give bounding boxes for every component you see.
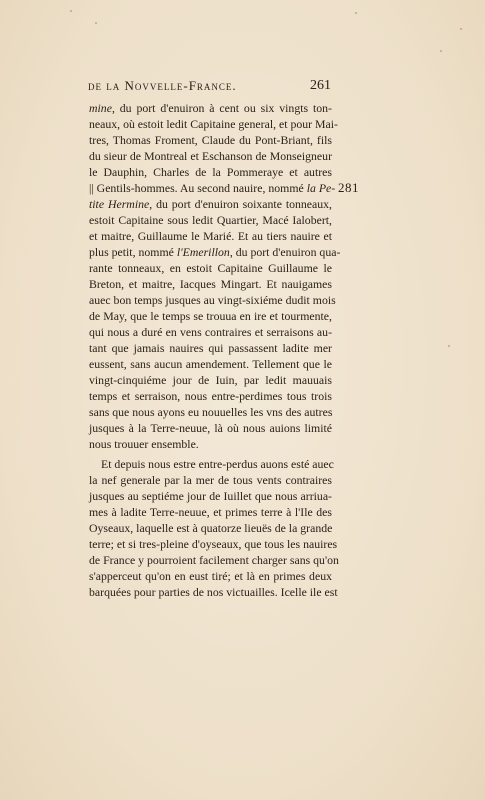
text-run: Oyseaux, laquelle est à quatorze lieuës de la grande <box>89 521 333 535</box>
text-run: plus petit, nommé <box>89 245 177 259</box>
text-run: auec bon temps jusques au vingt-sixiéme dudit mois <box>89 293 336 307</box>
text-run: qui nous a duré en vens contraires et serraisons au- <box>89 325 332 339</box>
text-run: , du port d'enuiron qua- <box>229 245 341 259</box>
text-run: de May, que le temps se trouua en ire et tourmente, <box>89 309 332 323</box>
text-run: nous trouuer ensemble. <box>89 437 199 451</box>
text-run: terre; et si tres-pleine d'oyseaux, que tous les nauires <box>89 537 338 551</box>
text-line <box>89 196 332 212</box>
text-run: temps et serraison, nous entre-perdimes tous trois <box>89 389 332 403</box>
text-line <box>89 584 338 600</box>
text-line <box>89 356 332 372</box>
text-line <box>89 420 332 436</box>
body-text <box>89 100 341 600</box>
text-run: vingt-cinquiéme jour de Iuin, par ledit mauuais <box>89 373 332 387</box>
text-run: eussent, sans aucun amendement. Tellement que le <box>89 357 332 371</box>
text-line <box>89 504 332 520</box>
text-run: rante tonneaux, en estoit Capitaine Guillaume le <box>89 261 332 275</box>
text-line <box>89 164 332 180</box>
text-run: de France y pourroient facilement charger sans qu'on <box>89 553 339 567</box>
text-run: neaux, où estoit ledit Capitaine general, et pour Mai- <box>89 117 338 131</box>
text-run: , du port d'enuiron soixante tonneaux, <box>149 197 333 211</box>
text-run: s'apperceut qu'on en eust tiré; et là en primes deux <box>89 569 332 583</box>
text-line <box>89 404 332 420</box>
text-line <box>89 520 332 536</box>
text-line <box>89 388 332 404</box>
text-line <box>89 292 336 308</box>
text-line <box>89 456 332 472</box>
text-line <box>89 340 332 356</box>
text-run: et maitre, Guillaume le Marié. Et au tiers nauire et <box>89 229 332 243</box>
text-run: || Gentils-hommes. Au second nauire, nommé <box>89 181 307 195</box>
text-line <box>89 260 332 276</box>
text-line <box>89 148 332 164</box>
text-run: la nef generale par la mer de tous vents contraires <box>89 473 332 487</box>
italic-text: la Pe- <box>306 181 336 195</box>
text-line <box>89 536 338 552</box>
text-run: Et depuis nous estre entre-perdus auons esté auec <box>101 457 334 471</box>
italic-text: l'Emerillon <box>176 245 230 259</box>
text-line <box>89 324 332 340</box>
text-run: tant que jamais nauires qui passassent ladite mer <box>89 341 332 355</box>
text-run: estoit Capitaine sous ledit Quartier, Macé Ialobert, <box>89 213 332 227</box>
italic-text: tite Hermine <box>89 197 150 211</box>
text-line <box>89 116 338 132</box>
text-line <box>89 244 341 260</box>
text-run: Breton, et maitre, Iacques Mingart. Et nauigames <box>89 277 332 291</box>
text-line <box>89 472 332 488</box>
text-line <box>89 100 332 116</box>
text-line <box>89 308 332 324</box>
text-run: du sieur de Montreal et Eschanson de Monseigneur <box>89 149 332 163</box>
text-run: jusques au septiéme jour de Iuillet que nous arriua- <box>89 489 332 503</box>
text-line <box>89 212 332 228</box>
italic-text: mine <box>89 101 112 115</box>
text-line <box>89 568 332 584</box>
text-line <box>89 372 332 388</box>
text-run: barquées pour parties de nos victuailles. Icelle ile est <box>89 585 338 599</box>
text-line <box>89 132 332 148</box>
running-title: de la Novvelle-France. <box>88 78 237 93</box>
page-number: 261 <box>310 78 331 93</box>
text-run: le Dauphin, Charles de la Pommeraye et autres <box>89 165 332 179</box>
text-run: mes à ladite Terre-neuue, et primes terre à l'Ile des <box>89 505 332 519</box>
text-line <box>89 488 332 504</box>
paragraph-1 <box>89 100 341 452</box>
text-run: tres, Thomas Froment, Claude du Pont-Briant, fils <box>89 133 332 147</box>
text-run: , du port d'enuiron à cent ou six vingts ton- <box>111 101 332 115</box>
text-line <box>89 180 336 196</box>
text-line <box>89 276 332 292</box>
text-line <box>89 228 332 244</box>
text-line <box>89 552 339 568</box>
paragraph-2 <box>89 456 339 600</box>
text-line <box>89 436 332 452</box>
margin-reference-number: 281 <box>338 180 359 195</box>
text-run: sans que nous ayons eu nouuelles les vns des autres <box>89 405 333 419</box>
text-run: jusques à la Terre-neuue, là où nous auions limité <box>89 421 332 435</box>
